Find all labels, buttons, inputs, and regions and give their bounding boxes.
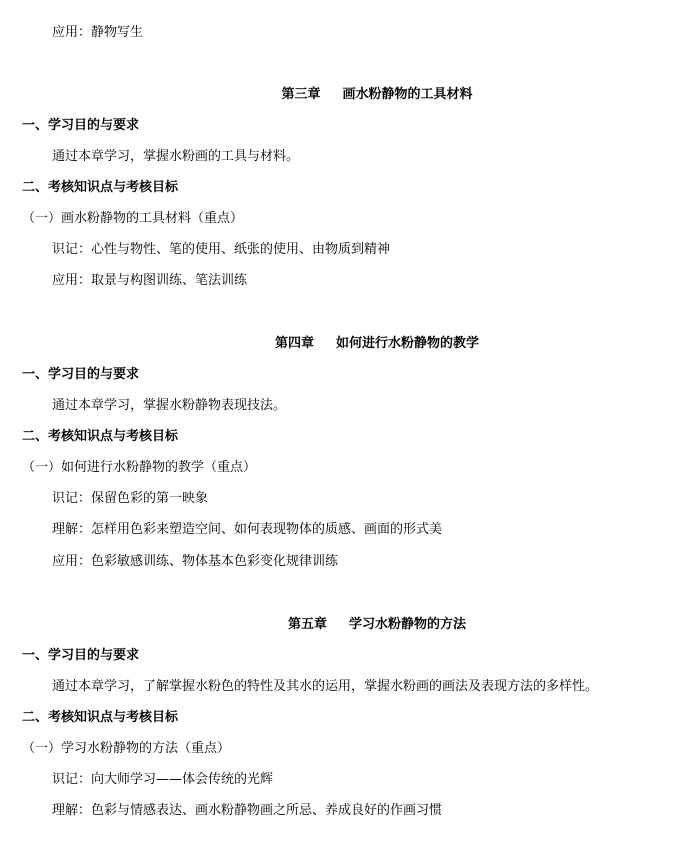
chapter4-knowledge-heading: 二、考核知识点与考核目标 xyxy=(22,429,179,444)
chapter5-knowledge-heading: 二、考核知识点与考核目标 xyxy=(22,710,179,725)
chapter5-goal-text: 通过本章学习，了解掌握水粉色的特性及其水的运用，掌握水粉画的画法及表现方法的多样性。 xyxy=(52,679,599,694)
chapter5-understand: 理解：色彩与情感表达、画水粉静物画之所忌、养成良好的作画习惯 xyxy=(52,803,443,818)
chapter4-apply: 应用：色彩敏感训练、物体基本色彩变化规律训练 xyxy=(52,554,339,569)
chapter3-knowledge-heading: 二、考核知识点与考核目标 xyxy=(22,180,179,195)
chapter4-point1: （一）如何进行水粉静物的教学（重点） xyxy=(22,460,257,475)
chapter3-point1: （一）画水粉静物的工具材料（重点） xyxy=(22,211,244,226)
chapter5-remember: 识记：向大师学习——体会传统的光辉 xyxy=(52,772,274,787)
intro-apply-text: 应用：静物写生 xyxy=(52,25,144,40)
chapter4-goal-text: 通过本章学习，掌握水粉静物表现技法。 xyxy=(52,398,287,413)
chapter5-heading xyxy=(0,617,694,633)
chapter5-title: 学习水粉静物的方法 xyxy=(349,617,467,632)
chapter4-remember: 识记：保留色彩的第一映象 xyxy=(52,491,209,506)
chapter3-remember: 识记：心性与物性、笔的使用、纸张的使用、由物质到精神 xyxy=(52,242,391,257)
chapter3-apply: 应用：取景与构图训练、笔法训练 xyxy=(52,273,248,288)
chapter5-goal-heading: 一、学习目的与要求 xyxy=(22,648,140,663)
chapter4-heading xyxy=(0,336,694,352)
chapter5-number: 第五章 xyxy=(287,617,327,632)
chapter3-heading xyxy=(0,87,694,103)
chapter4-understand: 理解：怎样用色彩来塑造空间、如何表现物体的质感、画面的形式美 xyxy=(52,522,443,537)
chapter5-point1: （一）学习水粉静物的方法（重点） xyxy=(22,741,231,756)
chapter3-title: 画水粉静物的工具材料 xyxy=(342,87,473,102)
chapter4-number: 第四章 xyxy=(274,336,314,351)
chapter3-goal-heading: 一、学习目的与要求 xyxy=(22,118,140,133)
chapter4-goal-heading: 一、学习目的与要求 xyxy=(22,367,140,382)
chapter3-goal-text: 通过本章学习，掌握水粉画的工具与材料。 xyxy=(52,149,300,164)
chapter3-number: 第三章 xyxy=(281,87,321,102)
chapter4-title: 如何进行水粉静物的教学 xyxy=(336,336,480,351)
